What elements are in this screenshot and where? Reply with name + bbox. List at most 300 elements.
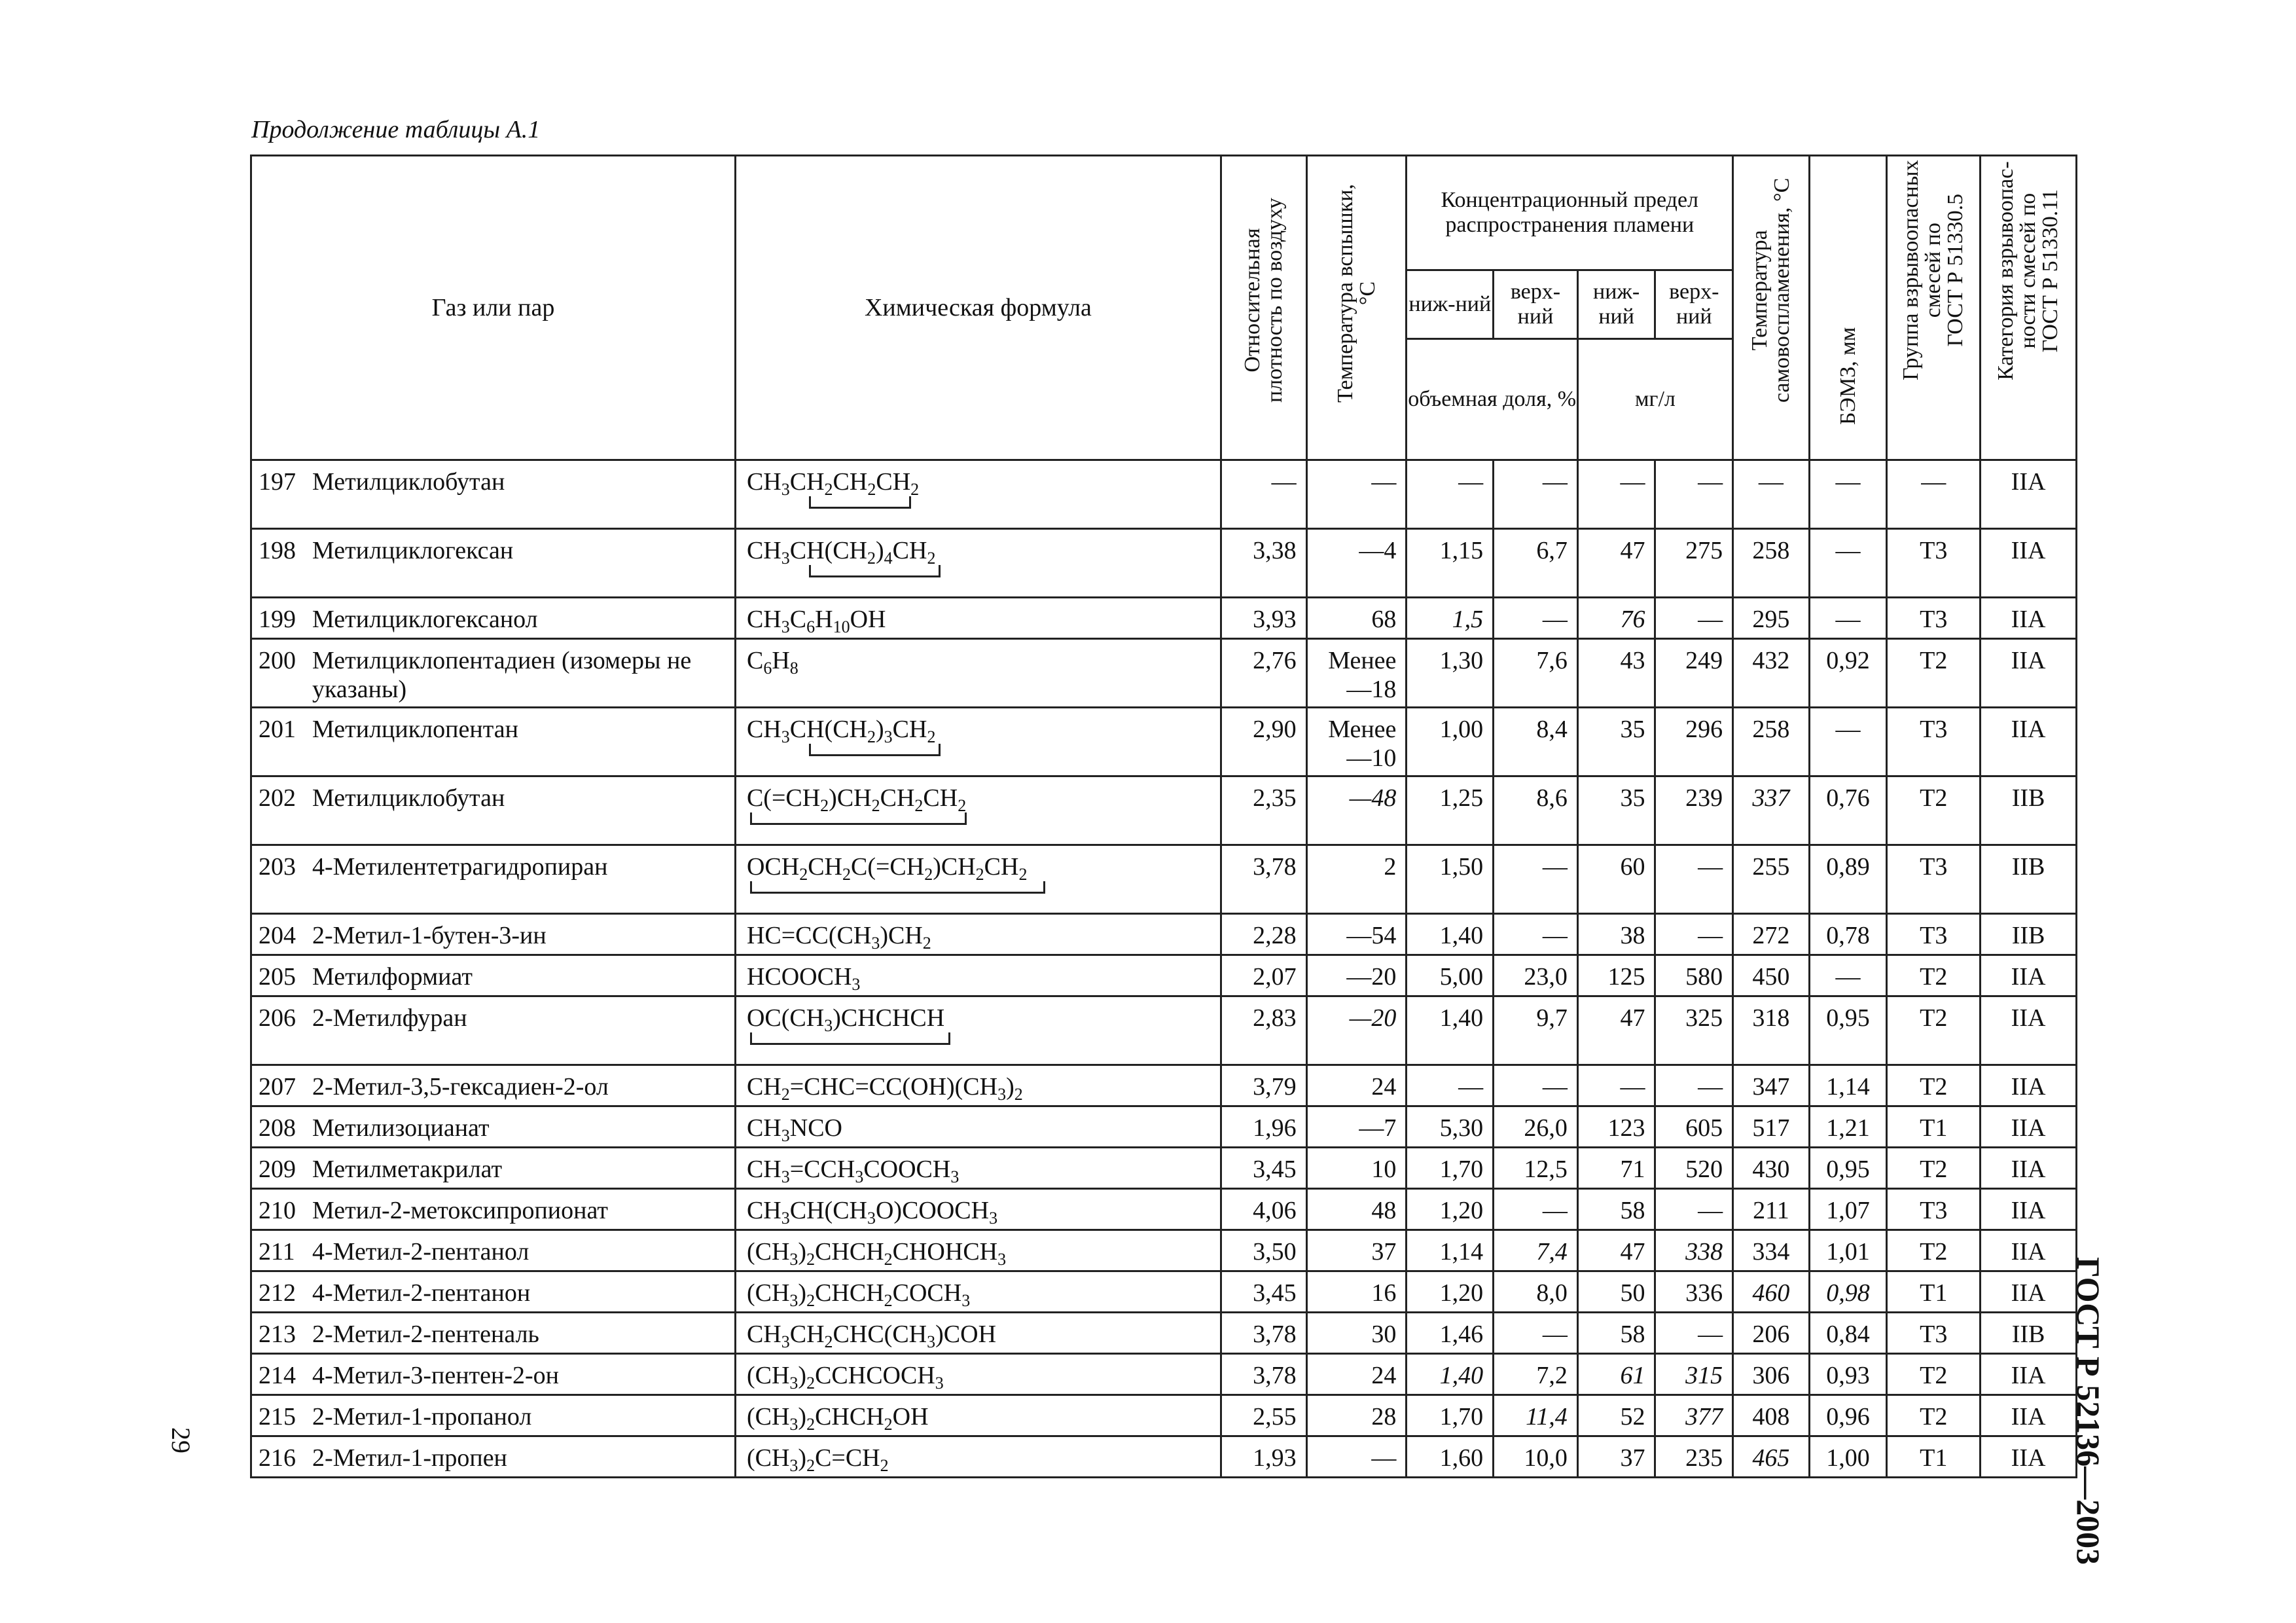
upper-mg-cell: — <box>1655 1189 1733 1230</box>
flash-point-cell: —48 <box>1306 776 1407 845</box>
density-cell: 2,90 <box>1221 708 1306 776</box>
data-table <box>250 155 2077 1478</box>
upper-mg-cell: — <box>1655 1313 1733 1354</box>
bemz-cell: 1,00 <box>1809 1436 1887 1478</box>
lower-vol-cell: 5,30 <box>1407 1106 1494 1148</box>
lower-vol-cell: 1,20 <box>1407 1189 1494 1230</box>
group-cell: T2 <box>1887 1395 1981 1436</box>
flash-point-cell: 16 <box>1306 1271 1407 1313</box>
chemical-formula: $CH_3CH(CH_2)_4CH_2$ <box>746 537 936 568</box>
gas-name: Метилформиат <box>312 963 473 991</box>
header-concentration: Концентрационный предел распространения пламени <box>1407 156 1733 270</box>
lower-mg-cell: 60 <box>1577 845 1655 914</box>
chemical-formula: $C(=CH_2)CH_2CH_2CH_2$ <box>746 784 967 815</box>
density-cell: 2,76 <box>1221 639 1306 708</box>
flash-point-cell: 48 <box>1306 1189 1407 1230</box>
category-cell: IIA <box>1981 1271 2077 1313</box>
group-cell: T3 <box>1887 598 1981 639</box>
chemical-formula: $CH_3NCO$ <box>746 1114 842 1145</box>
header-group: Группа взрывоопасных смесей по ГОСТ Р 51330.5 <box>1887 156 1981 460</box>
table-row <box>251 1436 2077 1478</box>
row-number: 203 <box>259 853 296 881</box>
gas-name: Метилциклогексан <box>312 537 514 564</box>
bemz-cell: — <box>1809 955 1887 996</box>
row-number: 197 <box>259 468 296 496</box>
gas-name: Метилциклопентан <box>312 716 518 743</box>
lower-mg-cell: 37 <box>1577 1436 1655 1478</box>
flash-point-cell: — <box>1306 460 1407 529</box>
category-cell: IIA <box>1981 529 2077 598</box>
table-row <box>251 1065 2077 1106</box>
table-row <box>251 460 2077 529</box>
formula-cell <box>735 529 1221 598</box>
gas-name-cell <box>251 639 736 708</box>
gas-name-cell <box>251 598 736 639</box>
formula-cell <box>735 1230 1221 1271</box>
group-cell: T1 <box>1887 1271 1981 1313</box>
formula-cell <box>735 1065 1221 1106</box>
upper-mg-cell: 580 <box>1655 955 1733 996</box>
table-row <box>251 639 2077 708</box>
group-cell: T1 <box>1887 1106 1981 1148</box>
flash-point-cell: —4 <box>1306 529 1407 598</box>
lower-mg-cell: 58 <box>1577 1189 1655 1230</box>
upper-mg-cell: 338 <box>1655 1230 1733 1271</box>
chemical-formula: $(CH_3)_2C=CH_2$ <box>746 1444 889 1475</box>
category-cell: IIA <box>1981 639 2077 708</box>
lower-mg-cell: 123 <box>1577 1106 1655 1148</box>
gas-name-cell <box>251 845 736 914</box>
upper-mg-cell: — <box>1655 1065 1733 1106</box>
upper-vol-cell: 8,6 <box>1494 776 1578 845</box>
lower-vol-cell: 1,00 <box>1407 708 1494 776</box>
table-row <box>251 1230 2077 1271</box>
upper-vol-cell: — <box>1494 914 1578 955</box>
lower-mg-cell: 125 <box>1577 955 1655 996</box>
gas-name-cell <box>251 955 736 996</box>
gas-name-cell <box>251 529 736 598</box>
upper-vol-cell: 8,4 <box>1494 708 1578 776</box>
autoignition-cell: 408 <box>1733 1395 1810 1436</box>
flash-point-cell: 2 <box>1306 845 1407 914</box>
lower-mg-cell: — <box>1577 1065 1655 1106</box>
autoignition-cell: 211 <box>1733 1189 1810 1230</box>
ring-bracket <box>747 565 1220 579</box>
header-lower-mg: ниж-ний <box>1577 270 1655 338</box>
gas-name: 2-Метил-1-пропен <box>312 1444 507 1472</box>
gas-name: 4-Метил-3-пентен-2-он <box>312 1362 560 1389</box>
gas-name-cell <box>251 1436 736 1478</box>
lower-vol-cell: 1,20 <box>1407 1271 1494 1313</box>
lower-vol-cell: 1,5 <box>1407 598 1494 639</box>
ring-bracket <box>747 812 1220 827</box>
autoignition-cell: 255 <box>1733 845 1810 914</box>
upper-vol-cell: 8,0 <box>1494 1271 1578 1313</box>
bemz-cell: 0,98 <box>1809 1271 1887 1313</box>
lower-vol-cell: 1,70 <box>1407 1148 1494 1189</box>
row-number: 202 <box>259 784 296 812</box>
row-number: 205 <box>259 963 296 991</box>
density-cell: 1,96 <box>1221 1106 1306 1148</box>
autoignition-cell: 337 <box>1733 776 1810 845</box>
upper-vol-cell: 7,4 <box>1494 1230 1578 1271</box>
lower-mg-cell: 71 <box>1577 1148 1655 1189</box>
bemz-cell: 0,96 <box>1809 1395 1887 1436</box>
table-body <box>251 460 2077 1478</box>
chemical-formula: $CH_3C_6H_{10}OH$ <box>746 606 886 636</box>
table-row <box>251 1106 2077 1148</box>
autoignition-cell: 206 <box>1733 1313 1810 1354</box>
upper-vol-cell: — <box>1494 460 1578 529</box>
category-cell: IIA <box>1981 1436 2077 1478</box>
chemical-formula: $CH_3CH_2CH_2CH_2$ <box>746 468 920 499</box>
table-row <box>251 914 2077 955</box>
row-number: 209 <box>259 1156 296 1183</box>
upper-mg-cell: 296 <box>1655 708 1733 776</box>
flash-point-cell: 24 <box>1306 1354 1407 1395</box>
autoignition-cell: 430 <box>1733 1148 1810 1189</box>
density-cell: 3,78 <box>1221 1313 1306 1354</box>
gas-name-cell <box>251 1189 736 1230</box>
table-caption: Продолжение таблицы А.1 <box>251 116 541 143</box>
lower-mg-cell: 76 <box>1577 598 1655 639</box>
density-cell: 2,07 <box>1221 955 1306 996</box>
category-cell: IIA <box>1981 1354 2077 1395</box>
formula-cell <box>735 598 1221 639</box>
lower-mg-cell: 47 <box>1577 1230 1655 1271</box>
autoignition-cell: 432 <box>1733 639 1810 708</box>
density-cell: 4,06 <box>1221 1189 1306 1230</box>
gas-name: Метилметакрилат <box>312 1156 503 1183</box>
category-cell: IIB <box>1981 914 2077 955</box>
lower-mg-cell: 52 <box>1577 1395 1655 1436</box>
row-number: 206 <box>259 1004 296 1032</box>
density-cell: 2,35 <box>1221 776 1306 845</box>
chemical-formula: $CH_3CH(CH_3O)COOCH_3$ <box>746 1197 998 1228</box>
lower-vol-cell: — <box>1407 460 1494 529</box>
formula-cell <box>735 996 1221 1065</box>
row-number: 208 <box>259 1114 296 1142</box>
flash-point-cell: —54 <box>1306 914 1407 955</box>
row-number: 198 <box>259 537 296 564</box>
ring-bracket <box>747 496 1220 511</box>
density-cell: 3,78 <box>1221 845 1306 914</box>
lower-vol-cell: 5,00 <box>1407 955 1494 996</box>
lower-vol-cell: 1,50 <box>1407 845 1494 914</box>
category-cell: IIB <box>1981 845 2077 914</box>
upper-vol-cell: — <box>1494 845 1578 914</box>
flash-point-cell: —7 <box>1306 1106 1407 1148</box>
category-cell: IIB <box>1981 776 2077 845</box>
flash-point-cell: —20 <box>1306 996 1407 1065</box>
chemical-formula: $CH_3=CCH_3COOCH_3$ <box>746 1156 960 1186</box>
table-row <box>251 845 2077 914</box>
gas-name: 4-Метил-2-пентанол <box>312 1238 529 1266</box>
header-upper-mg: верх-ний <box>1655 270 1733 338</box>
header-flash: Температура вспышки, °С <box>1306 156 1407 460</box>
density-cell: 3,78 <box>1221 1354 1306 1395</box>
group-cell: T3 <box>1887 1313 1981 1354</box>
gas-name-cell <box>251 1148 736 1189</box>
row-number: 216 <box>259 1444 296 1472</box>
autoignition-cell: 295 <box>1733 598 1810 639</box>
flash-point-cell: — <box>1306 1436 1407 1478</box>
row-number: 214 <box>259 1362 296 1389</box>
autoignition-cell: 258 <box>1733 708 1810 776</box>
upper-mg-cell: 235 <box>1655 1436 1733 1478</box>
autoignition-cell: 450 <box>1733 955 1810 996</box>
formula-cell <box>735 708 1221 776</box>
gas-name-cell <box>251 914 736 955</box>
lower-vol-cell: 1,40 <box>1407 996 1494 1065</box>
table-row <box>251 955 2077 996</box>
formula-cell <box>735 1313 1221 1354</box>
bemz-cell: 0,89 <box>1809 845 1887 914</box>
gas-name: Метилциклобутан <box>312 468 505 496</box>
lower-mg-cell: 50 <box>1577 1271 1655 1313</box>
row-number: 210 <box>259 1197 296 1224</box>
formula-cell <box>735 955 1221 996</box>
lower-mg-cell: — <box>1577 460 1655 529</box>
formula-cell <box>735 1271 1221 1313</box>
flash-point-cell: 68 <box>1306 598 1407 639</box>
header-volume-fraction: объемная доля, % <box>1407 338 1577 460</box>
lower-vol-cell: 1,46 <box>1407 1313 1494 1354</box>
chemical-formula: $(CH_3)_2CHCH_2OH$ <box>746 1403 929 1434</box>
flash-point-cell: 10 <box>1306 1148 1407 1189</box>
bemz-cell: — <box>1809 460 1887 529</box>
upper-vol-cell: — <box>1494 1065 1578 1106</box>
upper-vol-cell: 7,6 <box>1494 639 1578 708</box>
group-cell: T2 <box>1887 1065 1981 1106</box>
lower-vol-cell: 1,15 <box>1407 529 1494 598</box>
category-cell: IIA <box>1981 1189 2077 1230</box>
formula-cell <box>735 460 1221 529</box>
gas-name: 2-Метилфуран <box>312 1004 467 1032</box>
bemz-cell: 1,07 <box>1809 1189 1887 1230</box>
row-number: 199 <box>259 606 296 633</box>
ring-bracket <box>747 881 1220 896</box>
gas-name-cell <box>251 1354 736 1395</box>
ring-bracket <box>747 744 1220 758</box>
lower-mg-cell: 47 <box>1577 996 1655 1065</box>
gas-name: Метилизоцианат <box>312 1114 490 1142</box>
bemz-cell: — <box>1809 598 1887 639</box>
upper-mg-cell: 605 <box>1655 1106 1733 1148</box>
flash-point-cell: 24 <box>1306 1065 1407 1106</box>
table-row <box>251 1189 2077 1230</box>
upper-mg-cell: 315 <box>1655 1354 1733 1395</box>
density-cell: 2,83 <box>1221 996 1306 1065</box>
row-number: 201 <box>259 716 296 743</box>
flash-point-cell: 28 <box>1306 1395 1407 1436</box>
lower-vol-cell: 1,25 <box>1407 776 1494 845</box>
upper-mg-cell: 239 <box>1655 776 1733 845</box>
gas-name: Метилциклопентадиен (изомеры не указаны) <box>312 647 692 703</box>
upper-vol-cell: 26,0 <box>1494 1106 1578 1148</box>
chemical-formula: $OCH_2CH_2C(=CH_2)CH_2CH_2$ <box>746 853 1028 884</box>
upper-mg-cell: — <box>1655 845 1733 914</box>
group-cell: T2 <box>1887 955 1981 996</box>
group-cell: T1 <box>1887 1436 1981 1478</box>
standard-designation: ГОСТ Р 52136—2003 <box>2070 1257 2107 1565</box>
formula-cell <box>735 914 1221 955</box>
formula-cell <box>735 1395 1221 1436</box>
table-row <box>251 1313 2077 1354</box>
lower-mg-cell: 58 <box>1577 1313 1655 1354</box>
density-cell: 3,45 <box>1221 1148 1306 1189</box>
upper-vol-cell: 9,7 <box>1494 996 1578 1065</box>
bemz-cell: 0,78 <box>1809 914 1887 955</box>
group-cell: T2 <box>1887 776 1981 845</box>
chemical-formula: $(CH_3)_2CHCH_2CHOHCH_3$ <box>746 1238 1007 1269</box>
gas-name: 2-Метил-2-пентеналь <box>312 1321 539 1348</box>
row-number: 212 <box>259 1279 296 1307</box>
density-cell: 3,93 <box>1221 598 1306 639</box>
row-number: 213 <box>259 1321 296 1348</box>
flash-point-cell: Менее —18 <box>1306 639 1407 708</box>
ring-bracket <box>747 1032 1220 1047</box>
page-number: 29 <box>166 1427 196 1453</box>
autoignition-cell: 460 <box>1733 1271 1810 1313</box>
row-number: 211 <box>259 1238 295 1266</box>
gas-name-cell <box>251 460 736 529</box>
formula-cell <box>735 639 1221 708</box>
flash-point-cell: —20 <box>1306 955 1407 996</box>
chemical-formula: $CH_2=CHC=CC(OH)(CH_3)_2$ <box>746 1073 1023 1104</box>
formula-cell <box>735 1148 1221 1189</box>
group-cell: T3 <box>1887 529 1981 598</box>
upper-vol-cell: 7,2 <box>1494 1354 1578 1395</box>
category-cell: IIB <box>1981 1313 2077 1354</box>
header-category: Категория взрывоопас- ности смесей по ГОСТ Р 51330.11 <box>1981 156 2077 460</box>
row-number: 200 <box>259 647 296 674</box>
lower-mg-cell: 35 <box>1577 776 1655 845</box>
upper-mg-cell: 275 <box>1655 529 1733 598</box>
gas-name: 2-Метил-1-бутен-3-ин <box>312 922 547 949</box>
upper-mg-cell: 336 <box>1655 1271 1733 1313</box>
chemical-formula: $(CH_3)_2CCHCOCH_3$ <box>746 1362 944 1393</box>
lower-vol-cell: — <box>1407 1065 1494 1106</box>
flash-point-cell: Менее —10 <box>1306 708 1407 776</box>
upper-mg-cell: — <box>1655 914 1733 955</box>
lower-vol-cell: 1,70 <box>1407 1395 1494 1436</box>
header-gas: Газ или пар <box>251 156 736 460</box>
lower-vol-cell: 1,30 <box>1407 639 1494 708</box>
autoignition-cell: 347 <box>1733 1065 1810 1106</box>
density-cell: 3,50 <box>1221 1230 1306 1271</box>
formula-cell <box>735 1106 1221 1148</box>
lower-mg-cell: 61 <box>1577 1354 1655 1395</box>
autoignition-cell: 258 <box>1733 529 1810 598</box>
table-row <box>251 1271 2077 1313</box>
table-row <box>251 529 2077 598</box>
upper-mg-cell: — <box>1655 460 1733 529</box>
category-cell: IIA <box>1981 1395 2077 1436</box>
gas-name: 2-Метил-3,5-гексадиен-2-ол <box>312 1073 609 1101</box>
formula-cell <box>735 1189 1221 1230</box>
row-number: 204 <box>259 922 296 949</box>
bemz-cell: 0,95 <box>1809 996 1887 1065</box>
table-row <box>251 1395 2077 1436</box>
upper-mg-cell: 325 <box>1655 996 1733 1065</box>
upper-vol-cell: 12,5 <box>1494 1148 1578 1189</box>
flash-point-cell: 37 <box>1306 1230 1407 1271</box>
bemz-cell: 0,95 <box>1809 1148 1887 1189</box>
density-cell: — <box>1221 460 1306 529</box>
chemical-formula: $CH_3CH(CH_2)_3CH_2$ <box>746 716 936 746</box>
gas-name-cell <box>251 776 736 845</box>
gas-name-cell <box>251 1106 736 1148</box>
lower-vol-cell: 1,60 <box>1407 1436 1494 1478</box>
bemz-cell: — <box>1809 529 1887 598</box>
density-cell: 3,38 <box>1221 529 1306 598</box>
lower-mg-cell: 47 <box>1577 529 1655 598</box>
autoignition-cell: 272 <box>1733 914 1810 955</box>
table-row <box>251 1354 2077 1395</box>
density-cell: 2,55 <box>1221 1395 1306 1436</box>
gas-name: Метилциклобутан <box>312 784 505 812</box>
lower-vol-cell: 1,40 <box>1407 914 1494 955</box>
row-number: 215 <box>259 1403 296 1431</box>
group-cell: T2 <box>1887 1354 1981 1395</box>
autoignition-cell: 306 <box>1733 1354 1810 1395</box>
bemz-cell: 0,76 <box>1809 776 1887 845</box>
row-number: 207 <box>259 1073 296 1101</box>
header-autoignition: Температура самовоспламенения, °С <box>1733 156 1810 460</box>
bemz-cell: 1,21 <box>1809 1106 1887 1148</box>
autoignition-cell: — <box>1733 460 1810 529</box>
flash-point-cell: 30 <box>1306 1313 1407 1354</box>
group-cell: T2 <box>1887 996 1981 1065</box>
chemical-formula: $OC(CH_3)CHCHCH$ <box>746 1004 945 1035</box>
gas-name-cell <box>251 1271 736 1313</box>
formula-cell <box>735 776 1221 845</box>
lower-vol-cell: 1,40 <box>1407 1354 1494 1395</box>
autoignition-cell: 334 <box>1733 1230 1810 1271</box>
upper-vol-cell: — <box>1494 598 1578 639</box>
bemz-cell: 0,93 <box>1809 1354 1887 1395</box>
bemz-cell: — <box>1809 708 1887 776</box>
table-row <box>251 1148 2077 1189</box>
header-mg-per-l: мг/л <box>1577 338 1732 460</box>
gas-name-cell <box>251 1065 736 1106</box>
upper-mg-cell: — <box>1655 598 1733 639</box>
chemical-formula: $HC=CC(CH_3)CH_2$ <box>746 922 931 953</box>
table-row <box>251 996 2077 1065</box>
chemical-formula: $(CH_3)_2CHCH_2COCH_3$ <box>746 1279 971 1310</box>
autoignition-cell: 465 <box>1733 1436 1810 1478</box>
header-density: Относительная плотность по воздуху <box>1221 156 1306 460</box>
chemical-formula: $HCOOCH_3$ <box>746 963 861 994</box>
group-cell: T3 <box>1887 708 1981 776</box>
group-cell: T3 <box>1887 845 1981 914</box>
gas-name: Метилциклогексанол <box>312 606 538 633</box>
bemz-cell: 1,14 <box>1809 1065 1887 1106</box>
formula-cell <box>735 845 1221 914</box>
table-row <box>251 776 2077 845</box>
table-row <box>251 598 2077 639</box>
bemz-cell: 0,92 <box>1809 639 1887 708</box>
formula-cell <box>735 1436 1221 1478</box>
category-cell: IIA <box>1981 460 2077 529</box>
category-cell: IIA <box>1981 1148 2077 1189</box>
gas-name-cell <box>251 1313 736 1354</box>
gas-name-cell <box>251 708 736 776</box>
autoignition-cell: 318 <box>1733 996 1810 1065</box>
bemz-cell: 0,84 <box>1809 1313 1887 1354</box>
group-cell: T3 <box>1887 914 1981 955</box>
